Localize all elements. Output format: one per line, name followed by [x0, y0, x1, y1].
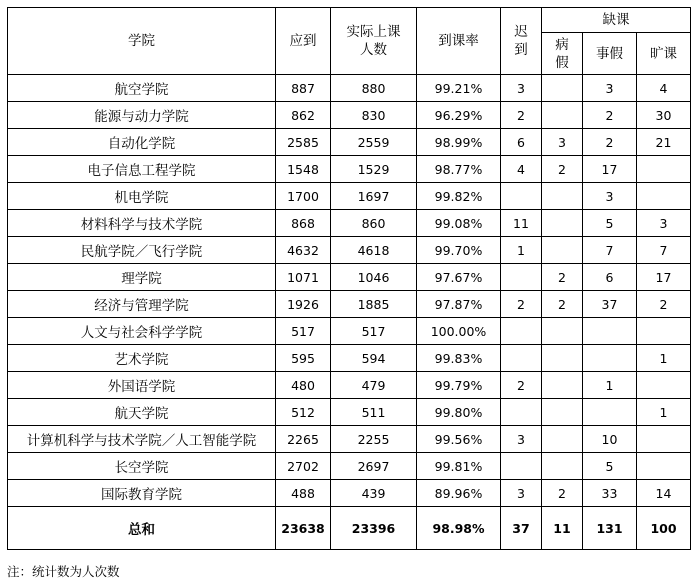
table-row	[8, 210, 691, 237]
truant-cell: 7	[637, 237, 691, 264]
college-cell: 机电学院	[8, 183, 276, 210]
actual-cell: 1046	[331, 264, 417, 291]
college-cell: 电子信息工程学院	[8, 156, 276, 183]
table-row	[8, 129, 691, 156]
late-cell: 3	[501, 480, 542, 507]
personal-cell: 33	[583, 480, 637, 507]
sick-cell	[542, 426, 583, 453]
college-cell: 国际教育学院	[8, 480, 276, 507]
sick-cell	[542, 210, 583, 237]
personal-cell	[583, 345, 637, 372]
truant-cell: 1	[637, 345, 691, 372]
truant-cell	[637, 318, 691, 345]
rate-cell: 98.77%	[417, 156, 501, 183]
college-cell: 人文与社会科学学院	[8, 318, 276, 345]
expected-cell: 480	[276, 372, 331, 399]
table-row	[8, 480, 691, 507]
total-row	[8, 507, 691, 550]
actual-cell: 439	[331, 480, 417, 507]
personal-cell: 1	[583, 372, 637, 399]
rate-cell: 89.96%	[417, 480, 501, 507]
actual-cell: 2697	[331, 453, 417, 480]
personal-cell: 7	[583, 237, 637, 264]
college-cell: 能源与动力学院	[8, 102, 276, 129]
expected-cell: 4632	[276, 237, 331, 264]
college-cell: 长空学院	[8, 453, 276, 480]
sick-cell	[542, 237, 583, 264]
expected-cell: 2585	[276, 129, 331, 156]
personal-cell: 10	[583, 426, 637, 453]
late-cell	[501, 453, 542, 480]
college-cell: 艺术学院	[8, 345, 276, 372]
sick-cell: 2	[542, 480, 583, 507]
rate-cell: 96.29%	[417, 102, 501, 129]
table-row	[8, 372, 691, 399]
header-actual	[331, 8, 417, 75]
table-body	[8, 75, 691, 550]
sick-cell: 3	[542, 129, 583, 156]
personal-cell: 2	[583, 102, 637, 129]
header-college: 学院	[8, 8, 276, 75]
late-cell: 2	[501, 102, 542, 129]
total-late-cell: 37	[501, 507, 542, 550]
table-row	[8, 453, 691, 480]
rate-cell: 99.83%	[417, 345, 501, 372]
sick-cell	[542, 318, 583, 345]
table-row	[8, 426, 691, 453]
late-cell: 2	[501, 372, 542, 399]
table-row	[8, 75, 691, 102]
expected-cell: 1071	[276, 264, 331, 291]
rate-cell: 97.87%	[417, 291, 501, 318]
header-actual-line1: 实际上课	[346, 24, 401, 40]
personal-cell: 3	[583, 183, 637, 210]
actual-cell: 1885	[331, 291, 417, 318]
personal-cell: 2	[583, 129, 637, 156]
late-cell: 2	[501, 291, 542, 318]
late-cell: 6	[501, 129, 542, 156]
rate-cell: 99.80%	[417, 399, 501, 426]
truant-cell	[637, 453, 691, 480]
late-cell	[501, 183, 542, 210]
expected-cell: 488	[276, 480, 331, 507]
actual-cell: 511	[331, 399, 417, 426]
truant-cell: 2	[637, 291, 691, 318]
header-actual-line2: 人数	[360, 42, 387, 58]
rate-cell: 97.67%	[417, 264, 501, 291]
header-late-line1: 迟	[514, 24, 528, 40]
expected-cell: 868	[276, 210, 331, 237]
expected-cell: 2702	[276, 453, 331, 480]
personal-cell	[583, 318, 637, 345]
header-truant: 旷课	[637, 33, 691, 75]
table-row	[8, 345, 691, 372]
table-row	[8, 291, 691, 318]
personal-cell: 17	[583, 156, 637, 183]
personal-cell: 5	[583, 210, 637, 237]
header-expected: 应到	[276, 8, 331, 75]
header-rate: 到课率	[417, 8, 501, 75]
rate-cell: 99.21%	[417, 75, 501, 102]
rate-cell: 99.81%	[417, 453, 501, 480]
late-cell: 1	[501, 237, 542, 264]
total-expected-cell: 23638	[276, 507, 331, 550]
truant-cell: 1	[637, 399, 691, 426]
sick-cell	[542, 399, 583, 426]
rate-cell: 99.70%	[417, 237, 501, 264]
actual-cell: 4618	[331, 237, 417, 264]
late-cell: 3	[501, 75, 542, 102]
header-row-1	[8, 8, 691, 33]
expected-cell: 512	[276, 399, 331, 426]
rate-cell: 98.99%	[417, 129, 501, 156]
college-cell: 外国语学院	[8, 372, 276, 399]
table-row	[8, 318, 691, 345]
college-cell: 自动化学院	[8, 129, 276, 156]
late-cell	[501, 264, 542, 291]
total-truant-cell: 100	[637, 507, 691, 550]
truant-cell: 17	[637, 264, 691, 291]
college-cell: 航空学院	[8, 75, 276, 102]
rate-cell: 99.79%	[417, 372, 501, 399]
header-absent: 缺课	[542, 8, 691, 33]
personal-cell: 6	[583, 264, 637, 291]
late-cell: 4	[501, 156, 542, 183]
sick-cell	[542, 183, 583, 210]
late-cell: 11	[501, 210, 542, 237]
college-cell: 理学院	[8, 264, 276, 291]
personal-cell	[583, 399, 637, 426]
actual-cell: 860	[331, 210, 417, 237]
actual-cell: 880	[331, 75, 417, 102]
total-college-cell: 总和	[8, 507, 276, 550]
total-personal-cell: 131	[583, 507, 637, 550]
table-row	[8, 183, 691, 210]
college-cell: 航天学院	[8, 399, 276, 426]
truant-cell	[637, 183, 691, 210]
footnote: 注：统计数为人次数	[7, 564, 120, 579]
late-cell	[501, 345, 542, 372]
rate-cell: 99.08%	[417, 210, 501, 237]
sick-cell	[542, 453, 583, 480]
expected-cell: 887	[276, 75, 331, 102]
actual-cell: 1529	[331, 156, 417, 183]
college-cell: 民航学院／飞行学院	[8, 237, 276, 264]
expected-cell: 1548	[276, 156, 331, 183]
actual-cell: 830	[331, 102, 417, 129]
expected-cell: 1700	[276, 183, 331, 210]
header-late	[501, 8, 542, 75]
expected-cell: 2265	[276, 426, 331, 453]
personal-cell: 5	[583, 453, 637, 480]
college-cell: 经济与管理学院	[8, 291, 276, 318]
actual-cell: 594	[331, 345, 417, 372]
sick-cell	[542, 75, 583, 102]
actual-cell: 517	[331, 318, 417, 345]
sick-cell: 2	[542, 264, 583, 291]
expected-cell: 862	[276, 102, 331, 129]
expected-cell: 517	[276, 318, 331, 345]
header-sick-line2: 假	[555, 54, 569, 71]
late-cell: 3	[501, 426, 542, 453]
sick-cell: 2	[542, 291, 583, 318]
total-rate-cell: 98.98%	[417, 507, 501, 550]
table-row	[8, 399, 691, 426]
college-cell: 材料科学与技术学院	[8, 210, 276, 237]
personal-cell: 37	[583, 291, 637, 318]
expected-cell: 1926	[276, 291, 331, 318]
truant-cell: 4	[637, 75, 691, 102]
header-sick-line1: 病	[555, 36, 569, 53]
header-personal: 事假	[583, 33, 637, 75]
college-cell: 计算机科学与技术学院／人工智能学院	[8, 426, 276, 453]
sick-cell	[542, 345, 583, 372]
table-row	[8, 102, 691, 129]
actual-cell: 479	[331, 372, 417, 399]
truant-cell: 14	[637, 480, 691, 507]
table-row	[8, 156, 691, 183]
total-actual-cell: 23396	[331, 507, 417, 550]
truant-cell: 30	[637, 102, 691, 129]
rate-cell: 99.56%	[417, 426, 501, 453]
table-row	[8, 264, 691, 291]
header-sick	[542, 33, 583, 75]
actual-cell: 2559	[331, 129, 417, 156]
header-late-line2: 到	[514, 42, 528, 58]
attendance-table	[7, 7, 691, 550]
sick-cell: 2	[542, 156, 583, 183]
late-cell	[501, 399, 542, 426]
total-sick-cell: 11	[542, 507, 583, 550]
sick-cell	[542, 102, 583, 129]
sick-cell	[542, 372, 583, 399]
table-row	[8, 237, 691, 264]
truant-cell	[637, 372, 691, 399]
truant-cell: 21	[637, 129, 691, 156]
actual-cell: 2255	[331, 426, 417, 453]
rate-cell: 99.82%	[417, 183, 501, 210]
late-cell	[501, 318, 542, 345]
actual-cell: 1697	[331, 183, 417, 210]
rate-cell: 100.00%	[417, 318, 501, 345]
truant-cell	[637, 156, 691, 183]
truant-cell: 3	[637, 210, 691, 237]
truant-cell	[637, 426, 691, 453]
expected-cell: 595	[276, 345, 331, 372]
personal-cell: 3	[583, 75, 637, 102]
